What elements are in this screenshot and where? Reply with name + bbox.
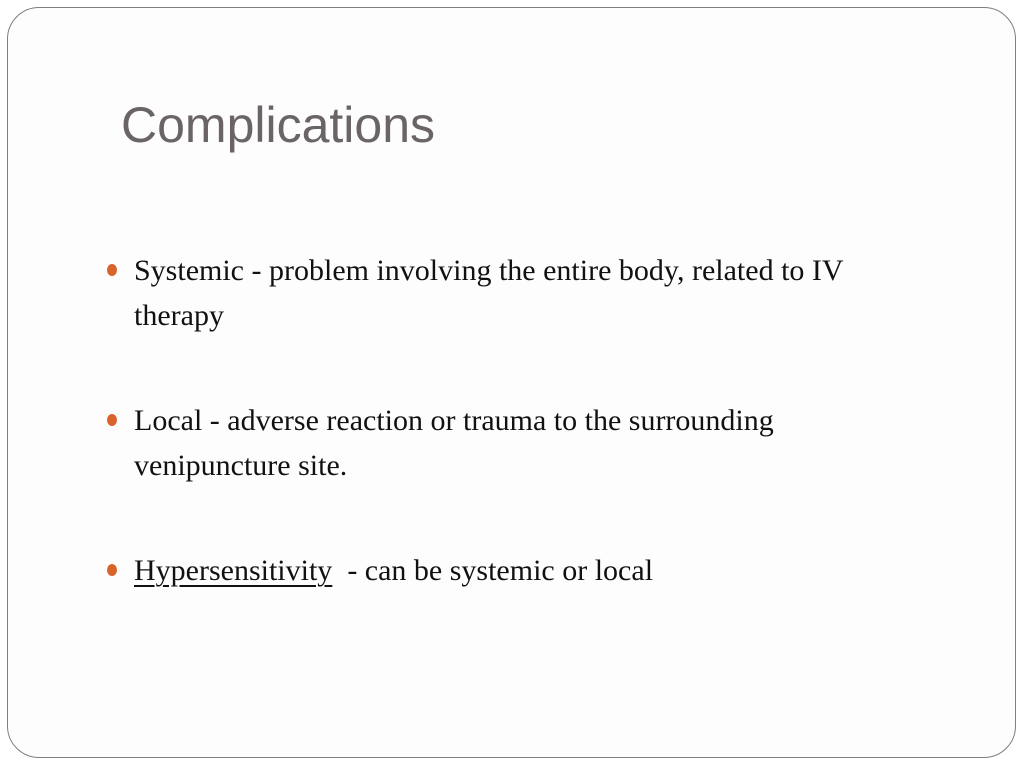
bullet-item-local [107, 398, 927, 488]
bullet-item-hypersensitivity [107, 548, 927, 593]
slide-title: Complications [121, 97, 436, 153]
bullet-dot-icon [107, 264, 117, 276]
bullet-term: Systemic [134, 254, 244, 287]
bullet-text: - problem involving the entire body, related to IV therapy [134, 254, 844, 332]
bullet-list [107, 248, 927, 653]
bullet-item-systemic [107, 248, 927, 338]
bullet-text: - adverse reaction or trauma to the surrounding venipuncture site. [134, 404, 774, 482]
bullet-term: Local [134, 404, 203, 437]
slide-frame [7, 7, 1016, 758]
bullet-dot-icon [107, 564, 117, 576]
bullet-dot-icon [107, 414, 117, 426]
bullet-term-underlined: Hypersensitivity [134, 554, 333, 587]
bullet-text: - can be systemic or local [332, 554, 654, 587]
